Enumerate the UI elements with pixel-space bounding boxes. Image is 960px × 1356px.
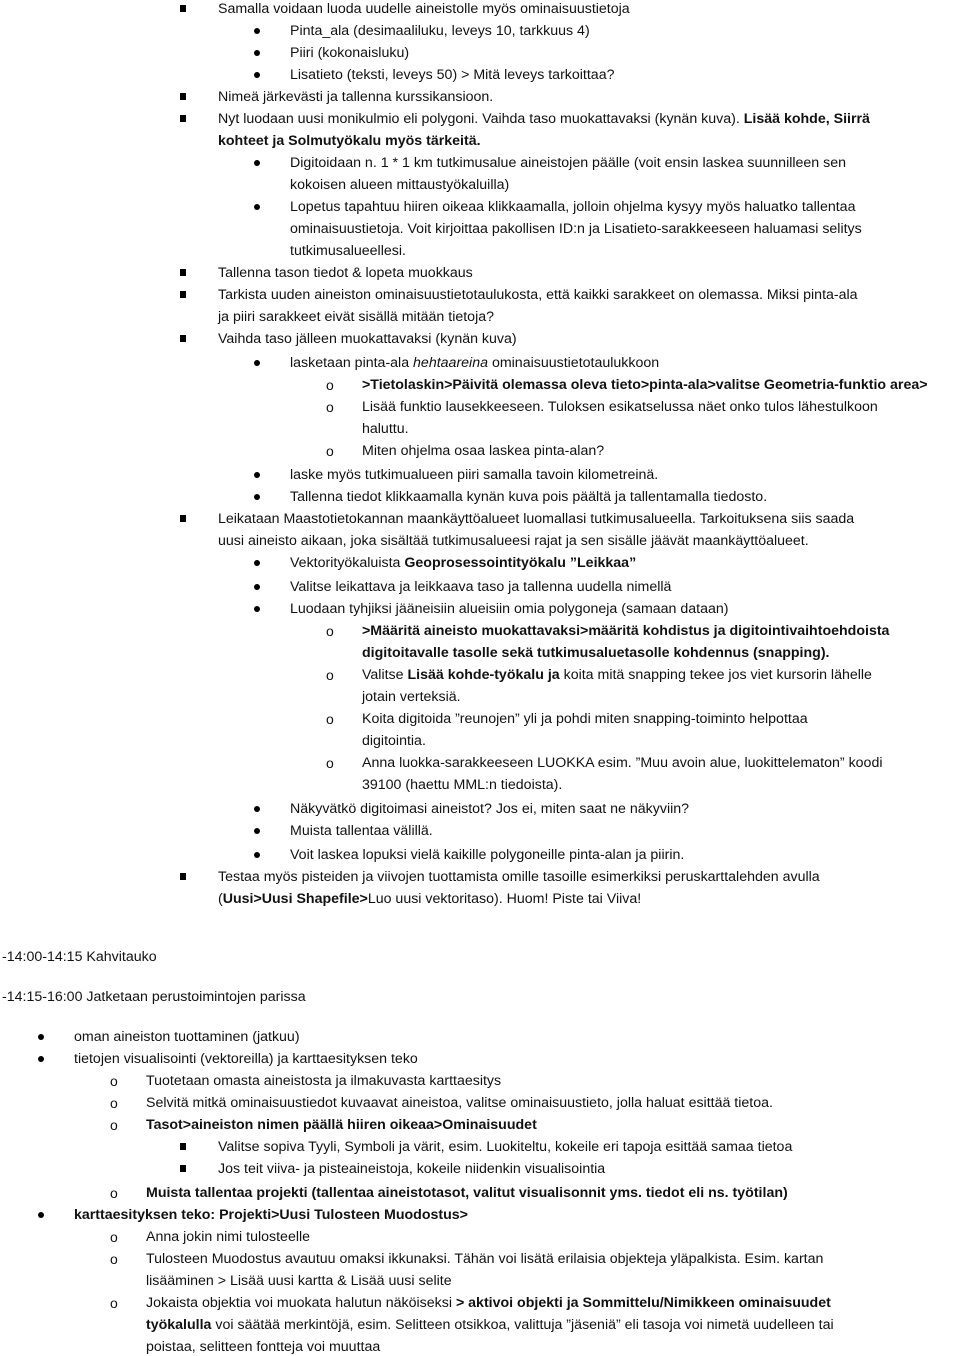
text-line xyxy=(290,600,729,618)
text-segment: > aktivoi objekti ja Sommittelu/Nimikkeen ominaisuudet xyxy=(455,1295,831,1311)
text-line xyxy=(290,554,636,572)
text-segment: Tarkista uuden aineiston ominaisuustietotaulukosta, että kaikki sarakkeet on olemassa. Miksi pinta-ala xyxy=(218,287,858,303)
text-segment: Muista tallentaa projekti (tallentaa aineistotasot, valitut visualisonnit yms. tiedot eli ns. työtilan) xyxy=(146,1185,788,1201)
text-segment: hehtaareina xyxy=(413,355,488,371)
text-line xyxy=(290,846,684,864)
text-line xyxy=(218,510,854,528)
square-bullet-icon xyxy=(180,335,186,342)
text-line xyxy=(290,198,855,216)
text-segment: Miten ohjelma osaa laskea pinta-alan? xyxy=(362,443,605,459)
text-line xyxy=(290,578,671,596)
text-segment: Geoprosessointityökalu ”Leikkaa” xyxy=(404,555,637,571)
text-segment: ominaisuustietotaulukkoon xyxy=(488,355,660,371)
text-line xyxy=(146,1228,310,1246)
text-line xyxy=(362,666,872,684)
circle-bullet-icon: o xyxy=(326,711,334,727)
text-line xyxy=(218,868,820,886)
round-bullet-icon xyxy=(38,1034,44,1040)
round-bullet-icon xyxy=(254,360,260,366)
text-line xyxy=(362,622,889,640)
text-line xyxy=(362,376,928,394)
text-segment: tutkimusalueellesi. xyxy=(290,243,406,259)
text-segment: Näkyvätkö digitoimasi aineistot? Jos ei, miten saat ne näkyviin? xyxy=(290,801,690,817)
text-segment: oman aineiston tuottaminen (jatkuu) xyxy=(74,1029,300,1045)
text-segment: Muista tallentaa välillä. xyxy=(290,823,433,839)
text-line xyxy=(362,754,882,772)
text-segment: Tallenna tason tiedot & lopeta muokkaus xyxy=(218,265,473,281)
round-bullet-icon xyxy=(254,560,260,566)
square-bullet-icon xyxy=(180,291,186,298)
text-line xyxy=(362,732,426,750)
circle-bullet-icon: o xyxy=(110,1251,118,1267)
round-bullet-icon xyxy=(38,1212,44,1218)
text-line xyxy=(218,264,473,282)
circle-bullet-icon: o xyxy=(326,377,334,393)
text-segment: työkalulla xyxy=(146,1317,212,1333)
text-segment: Samalla voidaan luoda uudelle aineistolle myös ominaisuustietoja xyxy=(218,1,630,17)
text-line xyxy=(146,1116,537,1134)
round-bullet-icon xyxy=(254,852,260,858)
text-line xyxy=(362,688,461,706)
text-segment: Jokaista objektia voi muokata halutun näköiseksi xyxy=(146,1295,456,1311)
text-segment: Luo uusi vektoritaso). Huom! Piste tai Viiva! xyxy=(367,891,642,907)
circle-bullet-icon: o xyxy=(326,667,334,683)
text-line xyxy=(290,154,846,172)
round-bullet-icon xyxy=(254,28,260,34)
circle-bullet-icon: o xyxy=(110,1073,118,1089)
text-line xyxy=(146,1250,823,1268)
round-bullet-icon xyxy=(38,1056,44,1062)
circle-bullet-icon: o xyxy=(110,1229,118,1245)
text-segment: Valitse sopiva Tyyli, Symboli ja värit, esim. Luokiteltu, kokeile eri tapoja esittää samaa tietoa xyxy=(218,1139,793,1155)
text-line xyxy=(146,1072,501,1090)
text-segment: kohteet ja Solmutyökalu myös tärkeitä. xyxy=(218,133,481,149)
text-line xyxy=(146,1338,380,1356)
text-line xyxy=(218,88,493,106)
round-bullet-icon xyxy=(254,828,260,834)
text-line xyxy=(74,1206,468,1224)
text-segment: 39100 (haettu MML:n tiedoista). xyxy=(362,777,563,793)
text-segment: poistaa, selitteen fontteja voi muuttaa xyxy=(146,1339,381,1355)
text-segment: Jos teit viiva- ja pisteaineistoja, kokeile niidenkin visualisointia xyxy=(218,1161,606,1177)
round-bullet-icon xyxy=(254,72,260,78)
text-line xyxy=(290,44,409,62)
text-segment: digitoitavalle tasolle sekä tutkimusaluetasolle kohdennus (snapping). xyxy=(362,645,830,661)
round-bullet-icon xyxy=(254,204,260,210)
text-line xyxy=(362,710,808,728)
round-bullet-icon xyxy=(254,472,260,478)
text-line xyxy=(146,1184,788,1202)
text-segment: Pinta_ala (desimaaliluku, leveys 10, tarkkuus 4) xyxy=(290,23,590,39)
text-segment: ja piiri sarakkeet eivät sisällä mitään tietoja? xyxy=(218,309,494,325)
circle-bullet-icon: o xyxy=(110,1185,118,1201)
text-segment: Digitoidaan n. 1 * 1 km tutkimusalue aineistojen päälle (voit ensin laskea suunnilleen sen xyxy=(290,155,847,171)
text-segment: Valitse leikattava ja leikkaava taso ja tallenna uudella nimellä xyxy=(290,579,672,595)
text-line xyxy=(146,1294,831,1312)
text-line xyxy=(146,1272,452,1290)
text-line xyxy=(290,176,509,194)
text-line xyxy=(362,442,604,460)
text-segment: Lisatieto (teksti, leveys 50) > Mitä leveys tarkoittaa? xyxy=(290,67,615,83)
square-bullet-icon xyxy=(180,1143,186,1150)
text-line xyxy=(218,1138,792,1156)
text-segment: Lisää kohde-työkalu ja xyxy=(407,667,560,683)
round-bullet-icon xyxy=(254,494,260,500)
square-bullet-icon xyxy=(180,1165,186,1172)
text-segment: Selvitä mitkä ominaisuustiedot kuvaavat aineistoa, valitse ominaisuustieto, jolla haluat esittää tietoa. xyxy=(146,1095,773,1111)
text-segment: Voit laskea lopuksi vielä kaikille polygoneille pinta-alan ja piirin. xyxy=(290,847,685,863)
text-segment: lasketaan pinta-ala xyxy=(290,355,414,371)
square-bullet-icon xyxy=(180,515,186,522)
text-line xyxy=(2,988,306,1006)
text-line xyxy=(218,110,870,128)
text-segment: Tasot>aineiston nimen päällä hiiren oikeaa>Ominaisuudet xyxy=(146,1117,537,1133)
text-line xyxy=(74,1028,300,1046)
round-bullet-icon xyxy=(254,160,260,166)
text-line xyxy=(290,488,767,506)
text-segment: Lisää kohde, Siirrä xyxy=(743,111,870,127)
text-line xyxy=(290,22,590,40)
text-segment: Vektorityökaluista xyxy=(290,555,405,571)
text-segment: >Määritä aineisto muokattavaksi>määritä kohdistus ja digitointivaihtoehdoista xyxy=(362,623,890,639)
text-line xyxy=(362,398,878,416)
text-segment: jotain verteksiä. xyxy=(362,689,461,705)
text-segment: kokoisen alueen mittaustyökaluilla) xyxy=(290,177,510,193)
text-line xyxy=(74,1050,418,1068)
text-segment: koita mitä snapping tekee jos viet kursorin lähelle xyxy=(559,667,872,683)
text-segment: Anna luokka-sarakkeeseen LUOKKA esim. ”Muu avoin alue, luokittelematon” koodi xyxy=(362,755,883,771)
text-segment: Valitse xyxy=(362,667,408,683)
text-segment: lisääminen > Lisää uusi kartta & Lisää uusi selite xyxy=(146,1273,452,1289)
text-segment: Piiri (kokonaisluku) xyxy=(290,45,410,61)
circle-bullet-icon: o xyxy=(110,1095,118,1111)
text-line xyxy=(290,242,406,260)
text-segment: Uusi>Uusi Shapefile> xyxy=(222,891,368,907)
text-segment: -14:00-14:15 Kahvitauko xyxy=(2,949,157,965)
text-segment: Tallenna tiedot klikkaamalla kynän kuva pois päältä ja tallentamalla tiedosto. xyxy=(290,489,768,505)
text-line xyxy=(218,308,494,326)
text-segment: -14:15-16:00 Jatketaan perustoimintojen parissa xyxy=(2,989,306,1005)
text-line xyxy=(290,466,658,484)
text-segment: tietojen visualisointi (vektoreilla) ja karttaesityksen teko xyxy=(74,1051,418,1067)
text-segment: Leikataan Maastotietokannan maankäyttöalueet luomallasi tutkimusalueella. Tarkoituksena siis saada xyxy=(218,511,855,527)
text-line xyxy=(290,66,614,84)
text-line xyxy=(218,286,858,304)
text-line xyxy=(218,0,630,18)
text-segment: laske myös tutkimualueen piiri samalla tavoin kilometreinä. xyxy=(290,467,659,483)
text-line xyxy=(362,644,830,662)
text-line xyxy=(290,354,659,372)
text-line xyxy=(218,330,517,348)
text-line xyxy=(362,420,409,438)
text-segment: ominaisuustietoja. Voit kirjoittaa pakollisen ID:n ja Lisatieto-sarakkeeseen haluamasi selitys xyxy=(290,221,862,237)
text-segment: >Tietolaskin>Päivitä olemassa oleva tieto>pinta-ala>valitse Geometria-funktio area> xyxy=(362,377,928,393)
text-line xyxy=(218,1160,605,1178)
round-bullet-icon xyxy=(254,50,260,56)
text-segment: ( xyxy=(218,891,223,907)
text-segment: Vaihda taso jälleen muokattavaksi (kynän kuva) xyxy=(218,331,517,347)
square-bullet-icon xyxy=(180,873,186,880)
circle-bullet-icon: o xyxy=(326,399,334,415)
text-segment: Lopetus tapahtuu hiiren oikeaa klikkaamalla, jolloin ohjelma kysyy myös haluatko tallentaa xyxy=(290,199,856,215)
circle-bullet-icon: o xyxy=(110,1295,118,1311)
text-line xyxy=(290,800,689,818)
text-line xyxy=(146,1316,834,1334)
text-segment: voi säätää merkintöjä, esim. Selitteen otsikkoa, valittuja ”jäseniä” eli tasoja voi nimetä uudelleen tai xyxy=(211,1317,834,1333)
square-bullet-icon xyxy=(180,269,186,276)
text-segment: Testaa myös pisteiden ja viivojen tuottamista omille tasoille esimerkiksi peruskarttalehden avulla xyxy=(218,869,820,885)
square-bullet-icon xyxy=(180,115,186,122)
text-line xyxy=(290,220,862,238)
text-segment: Luodaan tyhjiksi jääneisiin alueisiin omia polygoneja (samaan dataan) xyxy=(290,601,729,617)
circle-bullet-icon: o xyxy=(326,443,334,459)
text-line xyxy=(290,822,433,840)
text-segment: Nimeä järkevästi ja tallenna kurssikansioon. xyxy=(218,89,494,105)
text-segment: karttaesityksen teko: Projekti>Uusi Tulosteen Muodostus> xyxy=(74,1207,468,1223)
text-line xyxy=(362,776,562,794)
text-line xyxy=(2,948,157,966)
text-segment: Koita digitoida ”reunojen” yli ja pohdi miten snapping-toiminto helpottaa xyxy=(362,711,808,727)
text-segment: Tulosteen Muodostus avautuu omaksi ikkunaksi. Tähän voi lisätä erilaisia objekteja yläpalkista. Esim. kartan xyxy=(146,1251,824,1267)
circle-bullet-icon: o xyxy=(110,1117,118,1133)
text-line xyxy=(218,132,481,150)
round-bullet-icon xyxy=(254,806,260,812)
text-line xyxy=(146,1094,773,1112)
circle-bullet-icon: o xyxy=(326,755,334,771)
circle-bullet-icon: o xyxy=(326,623,334,639)
text-segment: Lisää funktio lausekkeeseen. Tuloksen esikatselussa näet onko tulos lähestulkoon xyxy=(362,399,878,415)
round-bullet-icon xyxy=(254,584,260,590)
round-bullet-icon xyxy=(254,606,260,612)
text-segment: Tuotetaan omasta aineistosta ja ilmakuvasta karttaesitys xyxy=(146,1073,502,1089)
text-segment: uusi aineisto aikaan, joka sisältää tutkimusalueesi rajat ja sen sisälle jäävät maankäyttöalueet. xyxy=(218,533,809,549)
square-bullet-icon xyxy=(180,93,186,100)
text-segment: digitointia. xyxy=(362,733,426,749)
text-line xyxy=(218,532,809,550)
text-segment: Anna jokin nimi tulosteelle xyxy=(146,1229,311,1245)
square-bullet-icon xyxy=(180,5,186,12)
text-segment: Nyt luodaan uusi monikulmio eli polygoni. Vaihda taso muokattavaksi (kynän kuva). xyxy=(218,111,744,127)
text-segment: haluttu. xyxy=(362,421,409,437)
text-line xyxy=(218,890,641,908)
